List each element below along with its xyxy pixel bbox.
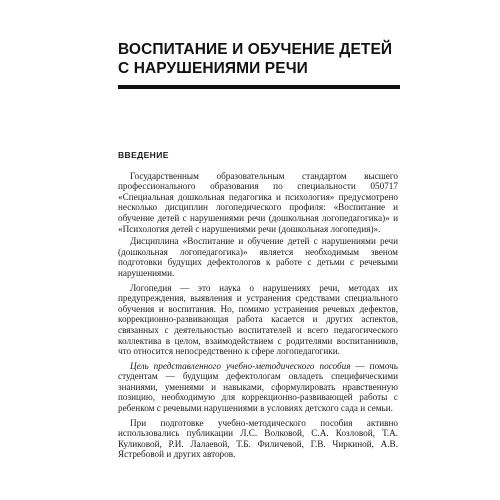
paragraph-standard: Государственным образовательным стандартом высшего профессионального образования по специальности 050717 «Специальная дошкольная педагогика и психология» предусмотрено несколько дисциплин логопедического профиля: «Воспитание и обучение детей с нарушениями речи (дошкольная логопедагогика)» и «Психология детей с нарушениями речи (дошкольная логопедия)». [118, 170, 398, 234]
goal-lead-italic: Цель представленного учебно-методического пособия [130, 360, 351, 371]
paragraph-sources: При подготовке учебно-методического пособия активно использовались публикации Л.С. Волковой, С.А. Козловой, Т.А. Куликовой, Р.И. Лалаевой, Т.Б. Филичевой, Г.В. Чиркиной, А.В. Ястребовой и других авторов. [118, 417, 398, 460]
chapter-title-line-2: С НАРУШЕНИЯМИ РЕЧИ [118, 60, 308, 77]
title-underline-rule [118, 85, 400, 89]
paragraph-logopedics: Логопедия — это наука о нарушениях речи, методах их предупреждения, выявления и устранения средствами специального обучения и воспитания. Но, помимо устранения речевых дефектов, коррекционно-развивающая работа касается и других аспектов, связанных с деятельностью воспитателей и всего педагогического коллектива в целом, взаимодействием с родителями воспитанников, что относится непосредственно к сфере логопедагогики. [118, 282, 398, 357]
chapter-title-line-1: ВОСПИТАНИЕ И ОБУЧЕНИЕ ДЕТЕЙ [118, 41, 393, 58]
section-heading: ВВЕДЕНИЕ [118, 150, 169, 160]
goal-text: — помочь студентам — будущим дефектологам овладеть специфическими знаниями, умениями и навыками, сформулировать нравственную позицию, необходимую для коррекционно-развивающей работы с ребенком с речевыми нарушениями в условиях детского сада и семьи. [118, 360, 398, 414]
chapter-title [118, 40, 392, 78]
paragraph-discipline: Дисциплина «Воспитание и обучение детей с нарушениями речи (дошкольная логопедагогика)» является необходимым звеном подготовки будущих дефектологов к работе с детьми с речевыми нарушениями. [118, 236, 398, 278]
paragraph-goal [118, 361, 398, 414]
page-body [118, 150, 398, 462]
